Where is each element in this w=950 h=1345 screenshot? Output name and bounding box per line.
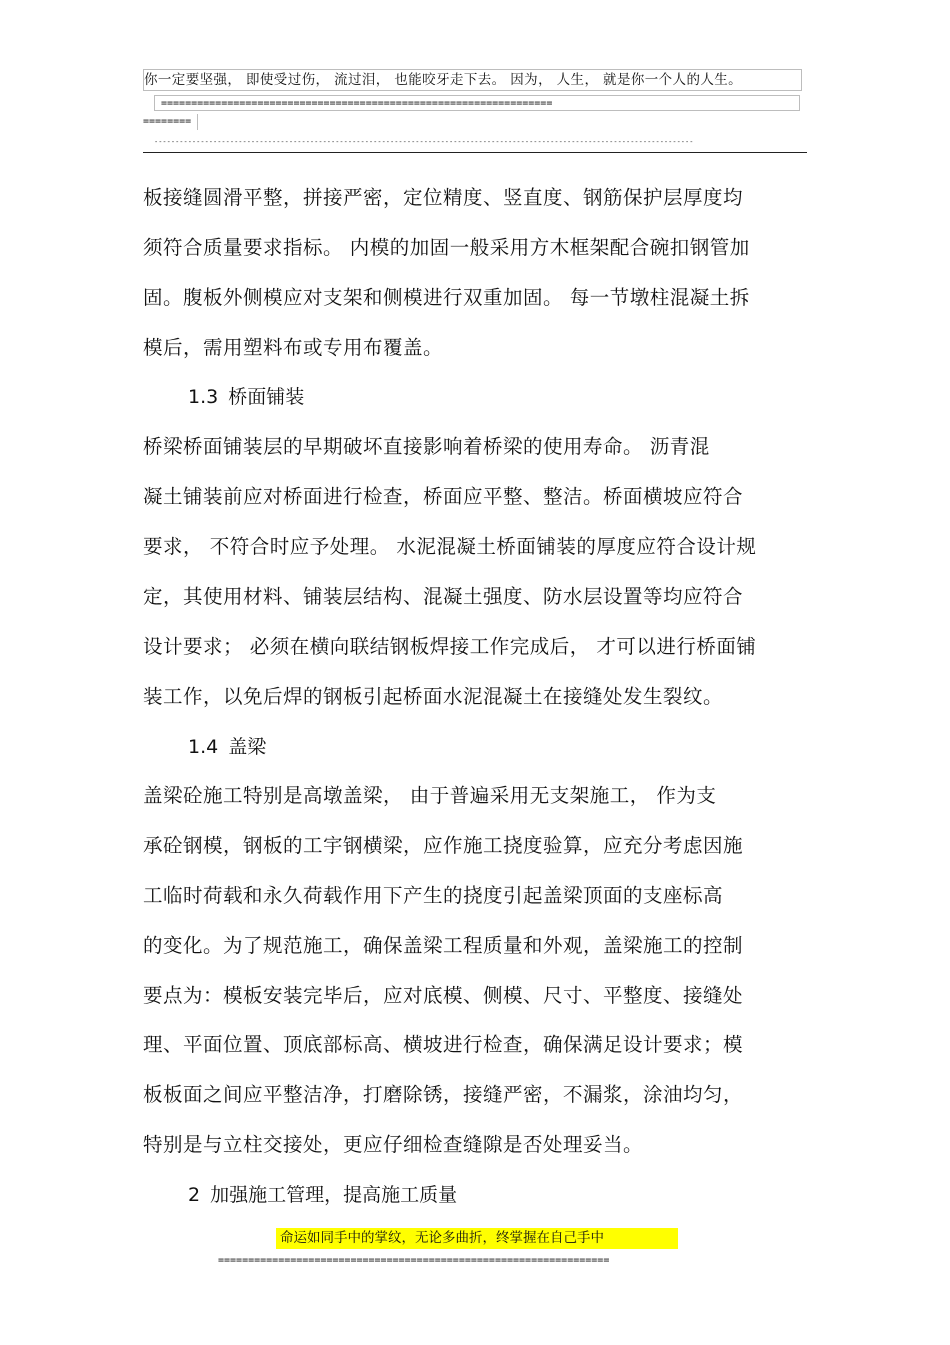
paragraph-line: 的变化。为了规范施工，确保盖梁工程质量和外观，盖梁施工的控制 xyxy=(143,934,744,957)
paragraph-line: 承砼钢模，钢板的工宇钢横梁，应作施工挠度验算，应充分考虑因施 xyxy=(143,834,744,857)
section-title: 加强施工管理，提高施工质量 xyxy=(210,1184,458,1206)
paragraph-line: 凝土铺装前应对桥面进行检查，桥面应平整、整洁。桥面横坡应符合 xyxy=(143,485,744,508)
paragraph-line: 定，其使用材料、铺装层结构、混凝土强度、防水层设置等均应符合 xyxy=(143,585,744,608)
footer-separator-equals: ================================================================= xyxy=(218,1255,610,1266)
header-separator-dashes: -------------------------------------------------------------------------------------------------------------------------------- xyxy=(154,138,694,146)
paragraph-line: 板板面之间应平整洁净，打磨除锈，接缝严密，不漏浆，涂油均匀， xyxy=(143,1083,744,1106)
section-number: 2 xyxy=(188,1184,201,1206)
paragraph-line: 板接缝圆滑平整，拼接严密，定位精度、竖直度、钢筋保护层厚度均 xyxy=(143,186,744,209)
footer-quote: 命运如同手中的掌纹，无论多曲折，终掌握在自己手中 xyxy=(276,1228,678,1249)
header-quote: 你一定要坚强， 即使受过伤， 流过泪， 也能咬牙走下去。 因为， 人生， 就是你一个人的人生。 xyxy=(143,69,802,91)
paragraph-line: 装工作，以免后焊的钢板引起桥面水泥混凝土在接缝处发生裂纹。 xyxy=(143,685,724,708)
header-rule xyxy=(143,152,807,153)
paragraph-line: 要求， 不符合时应予处理。 水泥混凝土桥面铺装的厚度应符合设计规 xyxy=(143,535,757,558)
paragraph-line: 要点为：模板安装完毕后，应对底模、侧模、尺寸、平整度、接缝处 xyxy=(143,984,744,1007)
paragraph-line: 设计要求； 必须在横向联结钢板焊接工作完成后， 才可以进行桥面铺 xyxy=(143,635,757,658)
section-number: 1.4 xyxy=(188,736,219,758)
paragraph-line: 固。腹板外侧模应对支架和侧模进行双重加固。 每一节墩柱混凝土拆 xyxy=(143,286,750,309)
header-separator-equals: ================================================================= xyxy=(154,95,800,111)
paragraph-line: 特别是与立柱交接处，更应仔细检查缝隙是否处理妥当。 xyxy=(143,1133,644,1156)
paragraph-line: 模后，需用塑料布或专用布覆盖。 xyxy=(143,336,444,359)
section-title: 盖梁 xyxy=(228,736,267,758)
paragraph-line: 理、平面位置、顶底部标高、横坡进行检查，确保满足设计要求；模 xyxy=(143,1033,744,1056)
section-number: 1.3 xyxy=(188,386,219,408)
paragraph-line: 盖梁砼施工特别是高墩盖梁， 由于普遍采用无支架施工， 作为支 xyxy=(143,784,717,807)
paragraph-line: 桥梁桥面铺装层的早期破坏直接影响着桥梁的使用寿命。 沥青混 xyxy=(143,435,710,458)
paragraph-line: 须符合质量要求指标。 内模的加固一般采用方木框架配合碗扣钢管加 xyxy=(143,236,750,259)
header-separator-equals-continued: ======== xyxy=(143,114,198,130)
section-heading-1-3 xyxy=(188,384,304,410)
section-title: 桥面铺装 xyxy=(228,386,305,408)
paragraph-line: 工临时荷载和永久荷载作用下产生的挠度引起盖梁顶面的支座标高 xyxy=(143,884,724,907)
section-heading-1-4 xyxy=(188,734,266,760)
section-heading-2 xyxy=(188,1182,457,1208)
